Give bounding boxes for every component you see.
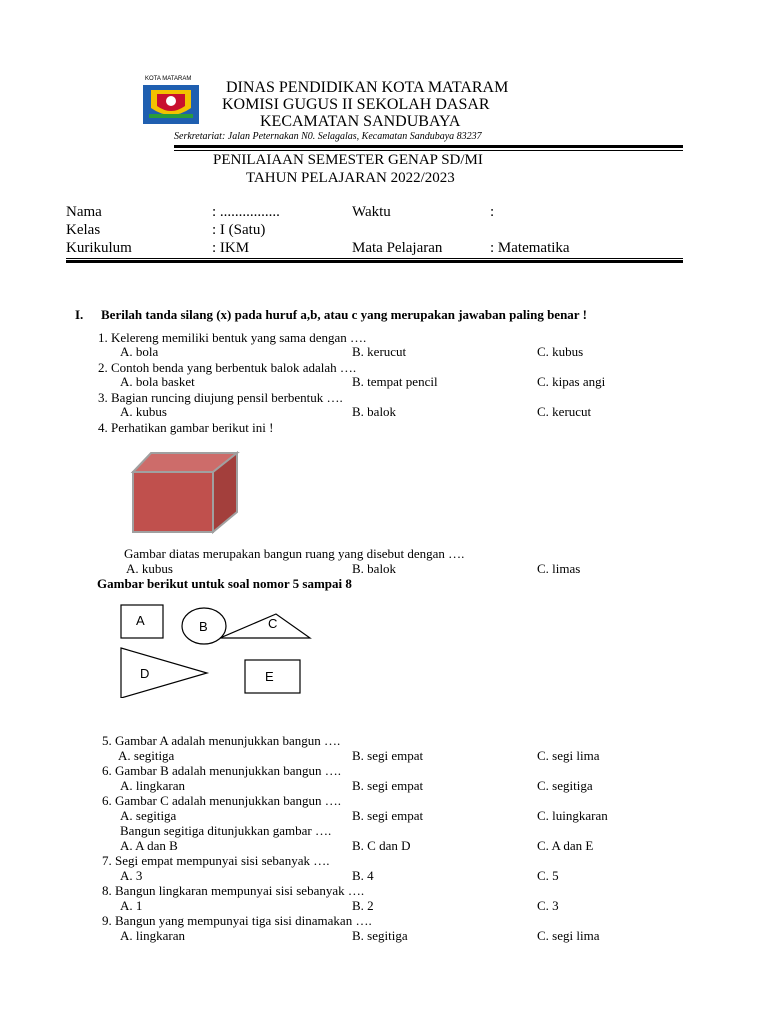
nama-value: : ................ [212, 204, 280, 220]
section-numeral: I. [75, 307, 84, 322]
q2-option-a: A. bola basket [120, 374, 195, 389]
q6b-option-a: A. lingkaran [120, 778, 185, 793]
question-segitiga: Bangun segitiga ditunjukkan gambar …. [120, 823, 332, 838]
shape-e-label: E [265, 669, 274, 684]
question-4: 4. Perhatikan gambar berikut ini ! [98, 420, 274, 435]
q6c-option-c: C. luingkaran [537, 808, 608, 823]
shape-d-triangle [121, 648, 207, 698]
mapel-label: Mata Pelajaran [352, 240, 443, 256]
q9-option-c: C. segi lima [537, 928, 600, 943]
cube-front-face [133, 472, 213, 532]
header-line-2: KOMISI GUGUS II SEKOLAH DASAR [222, 96, 490, 113]
kota-mataram-logo [143, 76, 199, 124]
question-2: 2. Contoh benda yang berbentuk balok adalah …. [98, 360, 357, 375]
q1-option-a: A. bola [120, 344, 159, 359]
header-line-3: KECAMATAN SANDUBAYA [260, 113, 461, 130]
kurikulum-value: : IKM [212, 240, 250, 256]
section-instruction: Berilah tanda silang (x) pada huruf a,b, atau c yang merupakan jawaban paling benar ! [101, 307, 587, 322]
exam-year: TAHUN PELAJARAN 2022/2023 [246, 170, 455, 186]
q6b-option-c: C. segitiga [537, 778, 593, 793]
q7-option-a: A. 3 [120, 868, 143, 883]
q4-option-c: C. limas [537, 561, 581, 576]
q8-option-a: A. 1 [120, 898, 143, 913]
question-7: 7. Segi empat mempunyai sisi sebanyak …. [102, 853, 330, 868]
q6c-option-a: A. segitiga [120, 808, 177, 823]
qsegitiga-option-b: B. C dan D [352, 838, 411, 853]
header-rule-thick [174, 145, 683, 148]
info-rule-thin [66, 258, 683, 259]
shape-b-label: B [199, 619, 208, 634]
question-9: 9. Bangun yang mempunyai tiga sisi dinamakan …. [102, 913, 372, 928]
nama-label: Nama [66, 204, 102, 220]
qsegitiga-option-a: A. A dan B [120, 838, 178, 853]
shape-d-label: D [140, 666, 150, 681]
logo-text: KOTA MATARAM [145, 76, 192, 82]
shape-a-label: A [136, 613, 145, 628]
q7-option-c: C. 5 [537, 868, 559, 883]
q9-option-a: A. lingkaran [120, 928, 185, 943]
q1-option-c: C. kubus [537, 344, 584, 359]
shape-c-triangle [220, 614, 310, 638]
shapes-heading: Gambar berikut untuk soal nomor 5 sampai 8 [97, 576, 352, 591]
kelas-label: Kelas [66, 222, 101, 238]
header-address: Serkretariat: Jalan Peternakan N0. Selagalas, Kecamatan Sandubaya 83237 [174, 131, 482, 142]
q8-option-c: C. 3 [537, 898, 559, 913]
waktu-value: : [490, 204, 495, 220]
question-3: 3. Bagian runcing diujung pensil berbentuk …. [98, 390, 343, 405]
q4-option-b: B. balok [352, 561, 397, 576]
header-rule-thin [174, 150, 683, 151]
q6c-option-b: B. segi empat [352, 808, 424, 823]
q1-option-b: B. kerucut [352, 344, 407, 359]
shapes-figure [118, 602, 314, 698]
q6b-option-b: B. segi empat [352, 778, 424, 793]
q3-option-b: B. balok [352, 404, 397, 419]
kelas-value: : I (Satu) [212, 222, 266, 238]
q5-option-a: A. segitiga [118, 748, 175, 763]
q3-option-c: C. kerucut [537, 404, 592, 419]
header-line-1: DINAS PENDIDIKAN KOTA MATARAM [226, 79, 509, 96]
q4-caption: Gambar diatas merupakan bangun ruang yang disebut dengan …. [124, 546, 465, 561]
q3-option-a: A. kubus [120, 404, 167, 419]
q9-option-b: B. segitiga [352, 928, 408, 943]
question-8: 8. Bangun lingkaran mempunyai sisi sebanyak …. [102, 883, 365, 898]
logo-emblem-icon [143, 76, 199, 124]
q8-option-b: B. 2 [352, 898, 374, 913]
q2-option-b: B. tempat pencil [352, 374, 438, 389]
q2-option-c: C. kipas angi [537, 374, 606, 389]
qsegitiga-option-c: C. A dan E [537, 838, 594, 853]
info-rule-thick [66, 260, 683, 263]
waktu-label: Waktu [352, 204, 391, 220]
q4-option-a: A. kubus [126, 561, 173, 576]
question-1: 1. Kelereng memiliki bentuk yang sama dengan …. [98, 330, 367, 345]
q7-option-b: B. 4 [352, 868, 374, 883]
question-5: 5. Gambar A adalah menunjukkan bangun …. [102, 733, 341, 748]
question-6-c: 6. Gambar C adalah menunjukkan bangun …. [102, 793, 341, 808]
q5-option-c: C. segi lima [537, 748, 600, 763]
exam-title: PENILAIAAN SEMESTER GENAP SD/MI [213, 152, 483, 168]
mapel-value: : Matematika [490, 240, 570, 256]
cube-figure [128, 448, 244, 538]
question-6-b: 6. Gambar B adalah menunjukkan bangun …. [102, 763, 341, 778]
q5-option-b: B. segi empat [352, 748, 424, 763]
shape-c-label: C [268, 616, 278, 631]
kurikulum-label: Kurikulum [66, 240, 132, 256]
